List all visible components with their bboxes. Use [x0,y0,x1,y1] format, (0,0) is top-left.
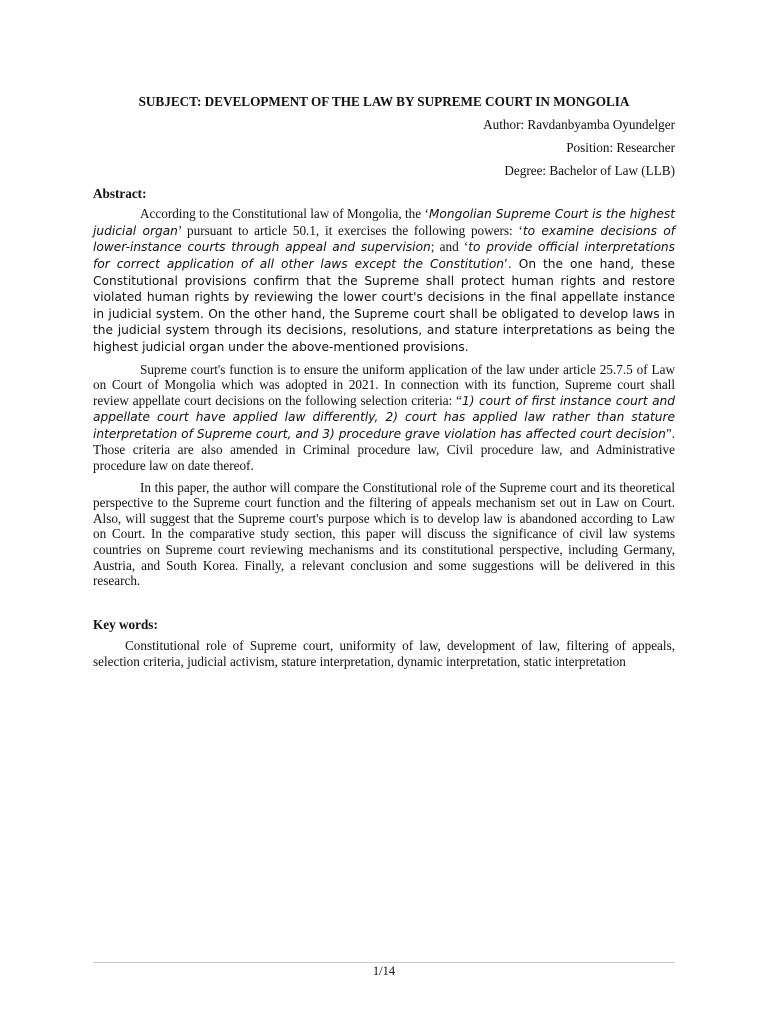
author-line: Author: Ravdanbyamba Oyundelger [483,116,675,132]
abstract-p1-text-1: According to the Constitutional law of Mongolia, the ‘ [140,206,429,222]
abstract-p1-text-3: ; and ‘ [430,239,469,255]
abstract-p2-criteria: 1) court of first instance court and appellate court have applied law differently, 2) court has applied law rather than stature interpretation of Supreme court, and 3) procedure grave violation has affected court decision [93,393,675,441]
abstract-p1-text-4: ’. [504,256,512,271]
keywords-text: Constitutional role of Supreme court, uniformity of law, development of law, filtering of appeals, selection criteria, judicial activism, stature interpretation, dynamic interpretation, static interpretation [93,638,675,669]
abstract-p1-quote-3: to provide official interpretations for correct application of all other laws except the Constitution [93,240,675,271]
abstract-paragraph-1 [93,206,675,355]
abstract-p2-text-1: Supreme court's function is to ensure the uniform application of the law under article 25.7.5 of Law on Court of Mongolia which was adopted in 2021. In connection with its function, Supreme court shall review appellate court decisions on the following selection criteria: “ [93,361,675,408]
abstract-p1-quote-2: to examine decisions of lower-instance courts through appeal and supervision [93,223,675,255]
abstract-p2-text-2: ”. Those criteria are also amended in Criminal procedure law, Civil procedure law, and Administrative procedure law on date thereof. [93,425,675,474]
paper-title: SUBJECT: DEVELOPMENT OF THE LAW BY SUPREME COURT IN MONGOLIA [138,94,630,109]
keywords-heading: Key words: [93,616,158,632]
abstract-heading: Abstract: [93,185,147,201]
abstract-paragraph-3: In this paper, the author will compare the Constitutional role of the Supreme court and its theoretical perspective to the Supreme court function and the filtering of appeals mechanism set out in Law on Court. Also, will suggest that the Supreme court's purpose which is to develop law is abandoned according to Law on Court. In the comparative study section, this paper will discuss the significance of civil law systems countries on Supreme court reviewing mechanisms and its constitutional perspective, including Germany, Austria, and South Korea. Finally, a relevant conclusion and some suggestions will be delivered in this research. [93,479,675,589]
page-number: 1/14 [372,964,396,978]
abstract-p1-text-2: ’ pursuant to article 50.1, it exercises the following powers: ‘ [177,222,523,238]
document-page [93,94,675,670]
abstract-p1-text-5: On the one hand, these Constitutional provisions confirm that the Supreme shall protect human rights and restore violated human rights by reviewing the lower court's decisions in the final appellate instance in judicial system. On the other hand, the Supreme court shall be obligated to develop laws in the judicial system through its decisions, resolutions, and stature interpretations as being the highest judicial organ under the above-mentioned provisions. [93,256,675,354]
abstract-p1-quote-1: Mongolian Supreme Court is the highest judicial organ [93,207,676,238]
position-line: Position: Researcher [566,139,675,155]
abstract-paragraph-2 [93,362,675,474]
degree-line: Degree: Bachelor of Law (LLB) [504,162,675,178]
footer-divider [93,962,675,963]
